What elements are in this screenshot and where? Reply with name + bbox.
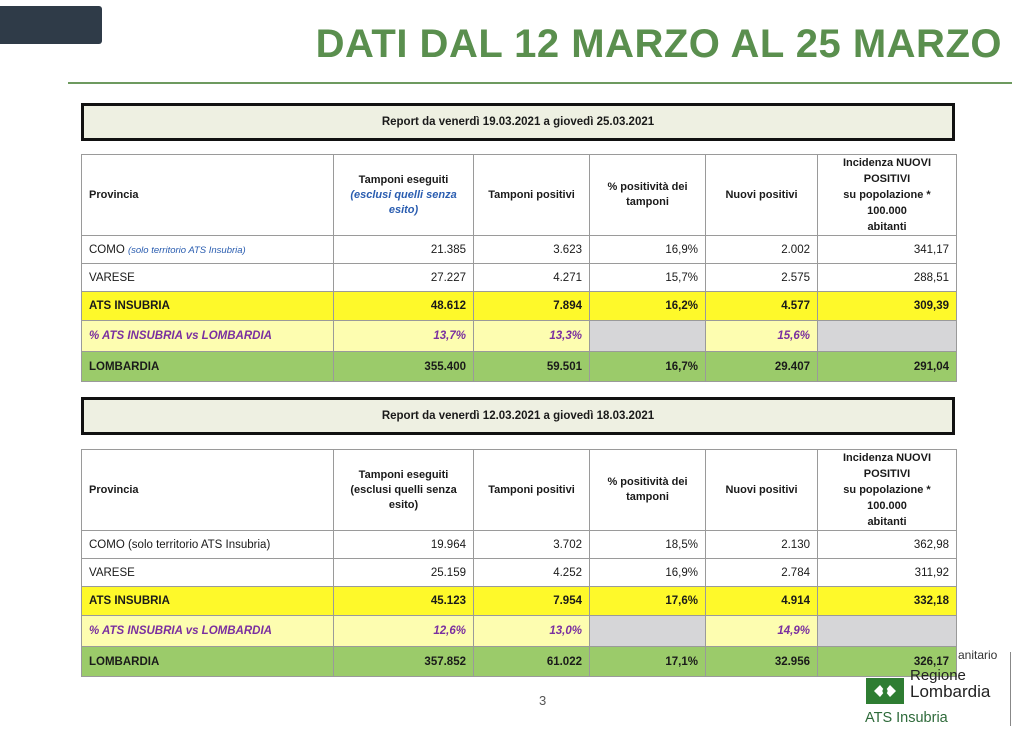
col-header-incidenza: Incidenza NUOVI POSITIVI su popolazione * 100.000 abitanti xyxy=(818,450,957,531)
cell-positivi: 59.501 xyxy=(474,352,590,382)
cell-positivi: 7.894 xyxy=(474,292,590,321)
cell-nuovi: 14,9% xyxy=(706,616,818,647)
col-header-tamponi-positivi: Tamponi positivi xyxy=(474,155,590,236)
row-label: % ATS INSUBRIA vs LOMBARDIA xyxy=(82,321,334,352)
cell-tamponi: 13,7% xyxy=(334,321,474,352)
row-label: VARESE xyxy=(82,559,334,587)
cell-empty xyxy=(590,616,706,647)
table-header-row xyxy=(82,155,957,236)
table-row-lombardia xyxy=(82,352,957,382)
cell-nuovi: 2.130 xyxy=(706,531,818,559)
col-header-provincia: Provincia xyxy=(82,450,334,531)
cell-empty xyxy=(818,321,957,352)
logo-lombardia: Lombardia xyxy=(910,682,991,701)
cell-perc: 16,9% xyxy=(590,236,706,264)
table-row-como xyxy=(82,236,957,264)
cell-tamponi: 45.123 xyxy=(334,587,474,616)
cell-perc: 17,1% xyxy=(590,647,706,677)
logo-area xyxy=(862,648,1024,730)
cell-incidenza: 291,04 xyxy=(818,352,957,382)
table-row-varese xyxy=(82,264,957,292)
row-label: COMO (solo territorio ATS Insubria) xyxy=(82,236,334,264)
cell-positivi: 3.623 xyxy=(474,236,590,264)
cell-positivi: 13,3% xyxy=(474,321,590,352)
cell-tamponi: 357.852 xyxy=(334,647,474,677)
cell-nuovi: 32.956 xyxy=(706,647,818,677)
col-header-tamponi-eseguiti: Tamponi eseguiti (esclusi quelli senza esito) xyxy=(334,155,474,236)
col-header-incidenza: Incidenza NUOVI POSITIVI su popolazione * 100.000 abitanti xyxy=(818,155,957,236)
row-label: COMO (solo territorio ATS Insubria) xyxy=(82,531,334,559)
cell-tamponi: 19.964 xyxy=(334,531,474,559)
table-row-pct-ats-vs-lombardia xyxy=(82,616,957,647)
cell-nuovi: 2.575 xyxy=(706,264,818,292)
table-row-ats-insubria xyxy=(82,587,957,616)
col-header-provincia: Provincia xyxy=(82,155,334,236)
cell-positivi: 13,0% xyxy=(474,616,590,647)
cell-nuovi: 4.577 xyxy=(706,292,818,321)
col-header-positivita: % positività dei tamponi xyxy=(590,450,706,531)
cell-incidenza: 332,18 xyxy=(818,587,957,616)
title-divider xyxy=(68,82,1012,84)
row-label: ATS INSUBRIA xyxy=(82,587,334,616)
cell-incidenza: 311,92 xyxy=(818,559,957,587)
cell-positivi: 7.954 xyxy=(474,587,590,616)
cell-tamponi: 355.400 xyxy=(334,352,474,382)
cell-perc: 18,5% xyxy=(590,531,706,559)
cell-positivi: 3.702 xyxy=(474,531,590,559)
row-label: % ATS INSUBRIA vs LOMBARDIA xyxy=(82,616,334,647)
sanitario-fragment: anitario xyxy=(958,648,998,662)
cell-empty xyxy=(818,616,957,647)
cell-tamponi: 48.612 xyxy=(334,292,474,321)
row-label: LOMBARDIA xyxy=(82,647,334,677)
logo-ats-insubria: ATS Insubria xyxy=(865,710,948,726)
cell-tamponi: 12,6% xyxy=(334,616,474,647)
cell-positivi: 4.252 xyxy=(474,559,590,587)
cell-empty xyxy=(590,321,706,352)
cell-incidenza: 341,17 xyxy=(818,236,957,264)
logo-regione: Regione xyxy=(910,667,966,684)
cell-positivi: 61.022 xyxy=(474,647,590,677)
report1-title-box xyxy=(81,103,955,141)
table-row-varese xyxy=(82,559,957,587)
page-number: 3 xyxy=(539,693,547,708)
report1-title: Report da venerdì 19.03.2021 a giovedì 25.03.2021 xyxy=(381,116,655,128)
table-header-row xyxy=(82,450,957,531)
col-header-tamponi-positivi: Tamponi positivi xyxy=(474,450,590,531)
cell-perc: 16,2% xyxy=(590,292,706,321)
cell-nuovi: 15,6% xyxy=(706,321,818,352)
table-row-ats-insubria xyxy=(82,292,957,321)
row-label: ATS INSUBRIA xyxy=(82,292,334,321)
cell-nuovi: 2.002 xyxy=(706,236,818,264)
cell-perc: 17,6% xyxy=(590,587,706,616)
row-label: LOMBARDIA xyxy=(82,352,334,382)
col-header-tamponi-eseguiti: Tamponi eseguiti (esclusi quelli senza esito) xyxy=(334,450,474,531)
cell-incidenza: 309,39 xyxy=(818,292,957,321)
report1-table xyxy=(81,154,957,382)
report2-title: Report da venerdì 12.03.2021 a giovedì 18.03.2021 xyxy=(381,410,655,422)
cell-tamponi: 25.159 xyxy=(334,559,474,587)
table-row-como xyxy=(82,531,957,559)
col-header-nuovi-positivi: Nuovi positivi xyxy=(706,450,818,531)
corner-overlay-block xyxy=(0,6,102,44)
logo-divider xyxy=(1010,652,1011,726)
col-header-nuovi-positivi: Nuovi positivi xyxy=(706,155,818,236)
report2-title-box xyxy=(81,397,955,435)
cell-incidenza: 326,17 xyxy=(818,647,957,677)
cell-tamponi: 21.385 xyxy=(334,236,474,264)
col-header-positivita: % positività dei tamponi xyxy=(590,155,706,236)
row-label: VARESE xyxy=(82,264,334,292)
table-row-pct-ats-vs-lombardia xyxy=(82,321,957,352)
regione-lombardia-logo-icon xyxy=(866,678,904,704)
report2-table xyxy=(81,449,957,677)
slide-title: DATI DAL 12 MARZO AL 25 MARZO xyxy=(315,22,1002,66)
cell-incidenza: 362,98 xyxy=(818,531,957,559)
cell-nuovi: 2.784 xyxy=(706,559,818,587)
cell-tamponi: 27.227 xyxy=(334,264,474,292)
cell-nuovi: 4.914 xyxy=(706,587,818,616)
cell-perc: 16,7% xyxy=(590,352,706,382)
cell-perc: 15,7% xyxy=(590,264,706,292)
cell-nuovi: 29.407 xyxy=(706,352,818,382)
cell-perc: 16,9% xyxy=(590,559,706,587)
cell-incidenza: 288,51 xyxy=(818,264,957,292)
cell-positivi: 4.271 xyxy=(474,264,590,292)
table-row-lombardia xyxy=(82,647,957,677)
